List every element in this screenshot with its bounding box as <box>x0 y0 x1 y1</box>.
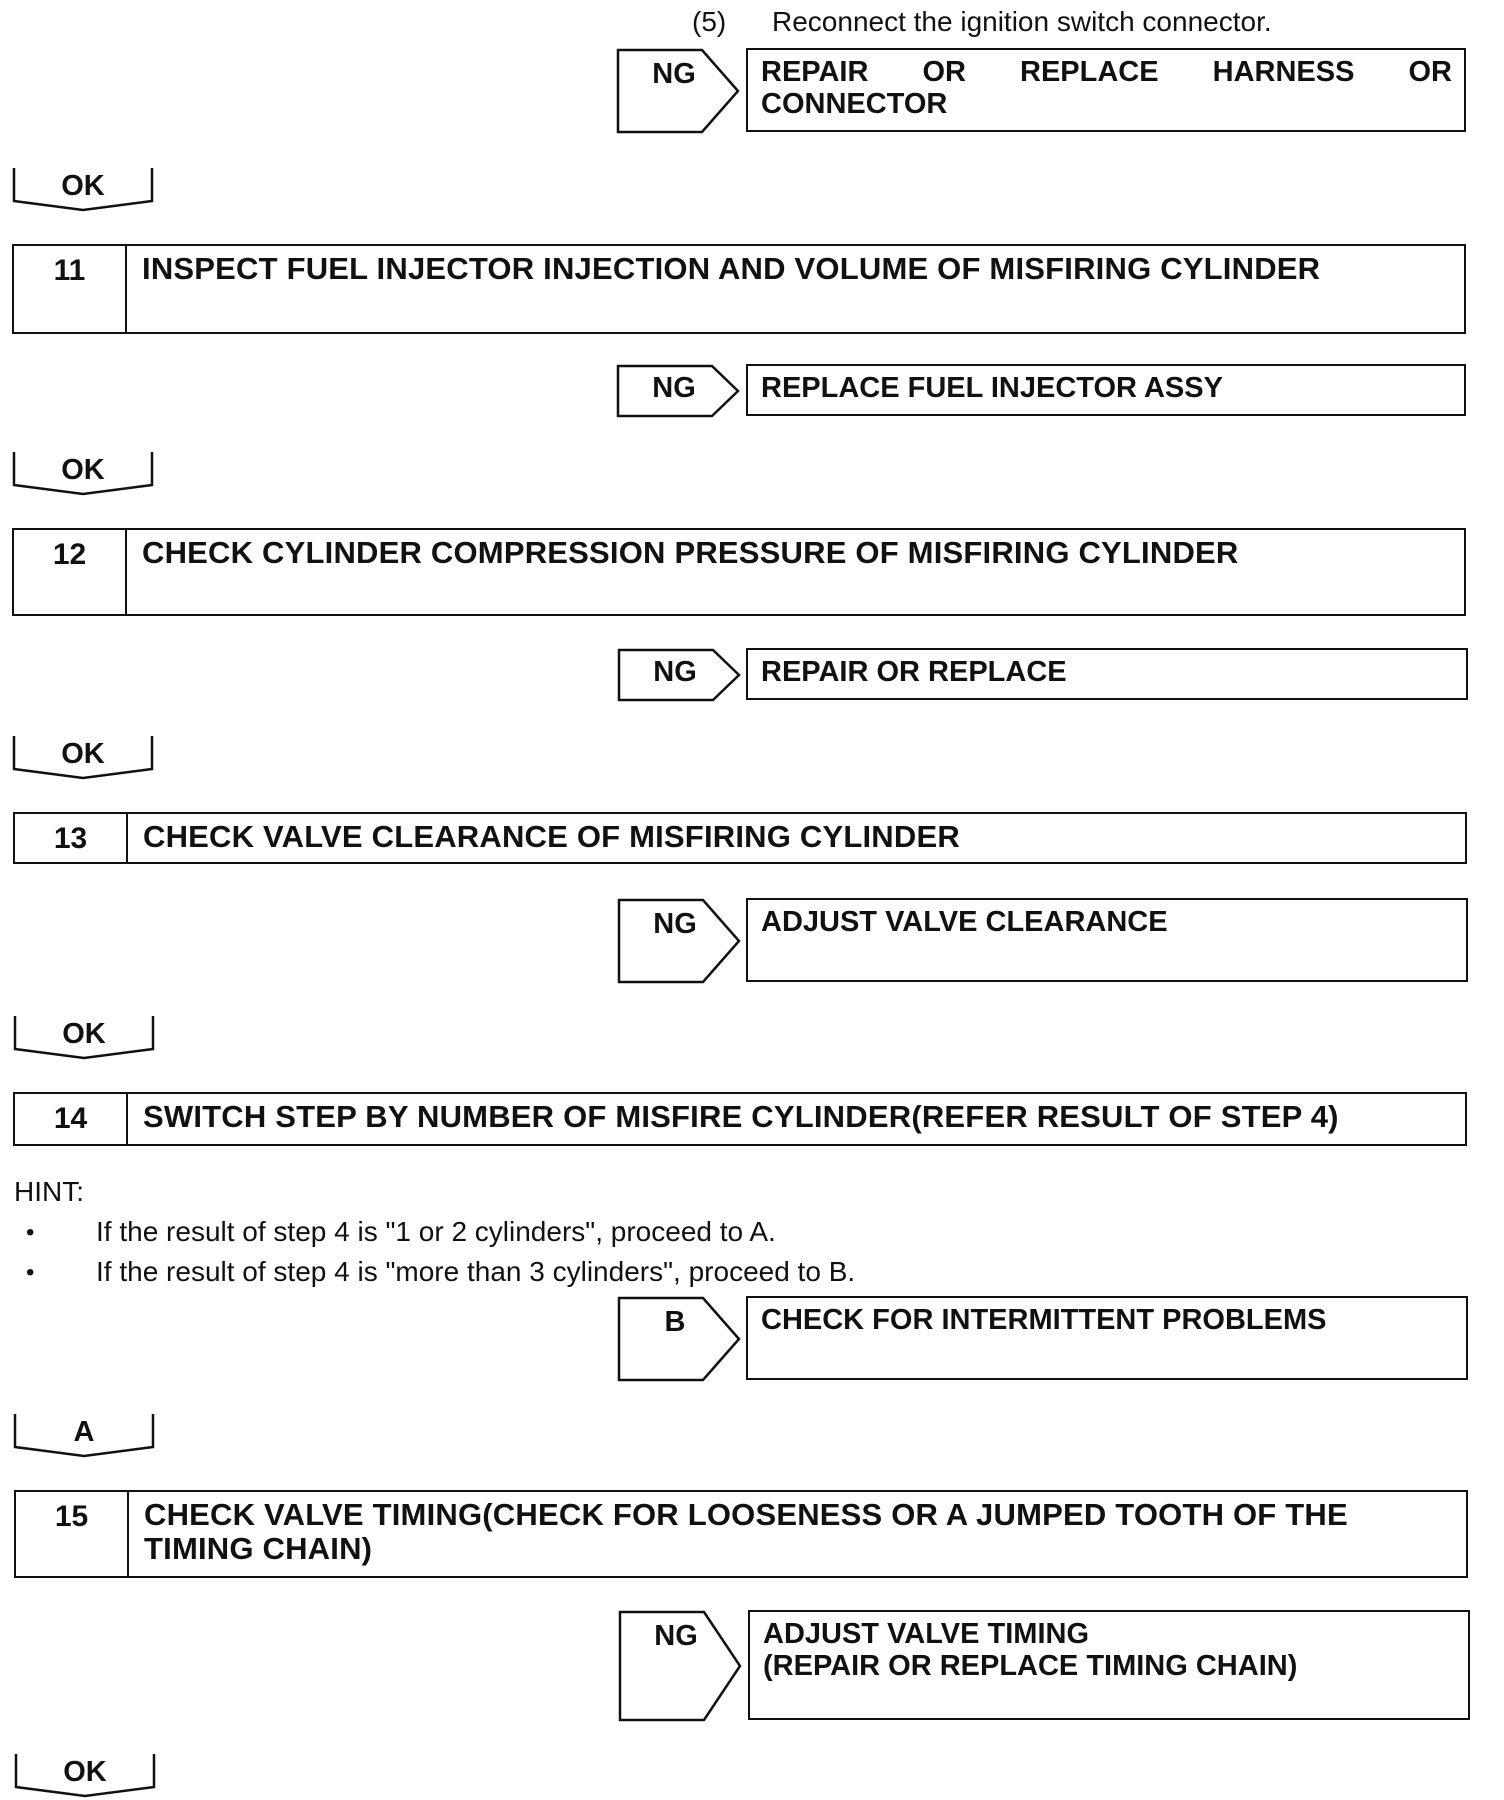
step-13-box <box>13 812 1467 864</box>
ng-label: NG <box>652 58 696 90</box>
ok-label: OK <box>61 738 105 770</box>
ok-label: OK <box>63 1756 107 1788</box>
result-text-line2: (REPAIR OR REPLACE TIMING CHAIN) <box>763 1650 1298 1682</box>
result-text: REPAIR OR REPLACE <box>761 656 1067 688</box>
step-title: SWITCH STEP BY NUMBER OF MISFIRE CYLINDER(REFER RESULT OF STEP 4) <box>143 1099 1339 1134</box>
sub-step-number: (5) <box>692 6 727 37</box>
result-box-repair-replace <box>746 648 1468 700</box>
step-title: INSPECT FUEL INJECTOR INJECTION AND VOLUME OF MISFIRING CYLINDER <box>142 251 1321 286</box>
ng-label: NG <box>652 372 696 404</box>
a-label: A <box>73 1416 95 1448</box>
ng-label: NG <box>653 908 697 940</box>
step-14-box <box>13 1092 1467 1146</box>
step-number: 13 <box>15 814 128 862</box>
step-number: 15 <box>16 1492 129 1576</box>
sub-step-text: Reconnect the ignition switch connector. <box>772 6 1272 37</box>
ng-label: NG <box>654 1620 698 1652</box>
ok-label: OK <box>62 1018 106 1050</box>
ok-label: OK <box>61 454 105 486</box>
step-title: CHECK CYLINDER COMPRESSION PRESSURE OF MISFIRING CYLINDER <box>142 535 1239 570</box>
step-number: 14 <box>15 1094 128 1144</box>
hint-item: If the result of step 4 is "1 or 2 cylinders", proceed to A. <box>96 1216 776 1247</box>
result-box-adjust-timing <box>748 1610 1470 1720</box>
step-number: 11 <box>14 246 127 332</box>
step-12-box <box>12 528 1466 616</box>
ok-label: OK <box>61 170 105 202</box>
step-number: 12 <box>14 530 127 614</box>
hint-label: HINT: <box>14 1176 84 1207</box>
result-box-intermittent <box>746 1296 1468 1380</box>
result-text: ADJUST VALVE CLEARANCE <box>761 906 1168 938</box>
result-text: REPLACE FUEL INJECTOR ASSY <box>761 372 1223 404</box>
step-title: CHECK VALVE TIMING(CHECK FOR LOOSENESS OR A JUMPED TOOTH OF THE TIMING CHAIN) <box>144 1497 1348 1566</box>
result-text: CHECK FOR INTERMITTENT PROBLEMS <box>761 1304 1327 1336</box>
b-label: B <box>664 1306 686 1338</box>
hint-item: If the result of step 4 is "more than 3 cylinders", proceed to B. <box>96 1256 856 1287</box>
step-15-box <box>14 1490 1468 1578</box>
result-text-line1: ADJUST VALVE TIMING <box>763 1618 1089 1650</box>
ng-label: NG <box>653 656 697 688</box>
bullet-dot: • <box>26 1219 35 1246</box>
result-box-replace-injector <box>746 364 1466 416</box>
result-text: REPAIR OR REPLACE HARNESS OR CONNECTOR <box>761 56 1452 120</box>
bullet-dot: • <box>26 1259 35 1286</box>
result-box-adjust-clearance <box>746 898 1468 982</box>
result-box-repair-harness <box>746 48 1466 132</box>
step-title: CHECK VALVE CLEARANCE OF MISFIRING CYLINDER <box>143 819 960 854</box>
step-11-box <box>12 244 1466 334</box>
